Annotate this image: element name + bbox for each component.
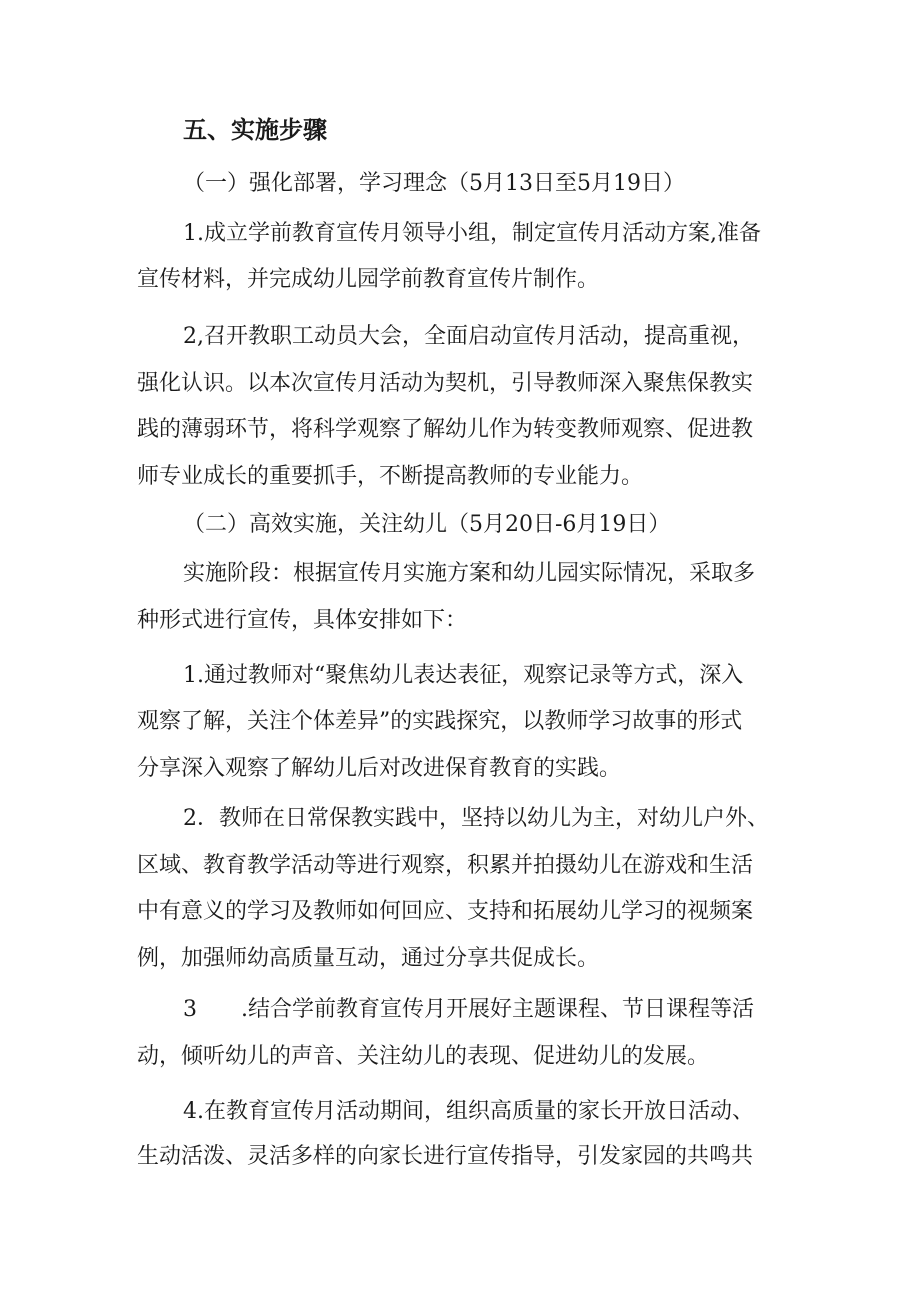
- paragraph-line: 宣传材料，并完成幼儿园学前教育宣传片制作。: [137, 267, 600, 292]
- paragraph-line: 例，加强师幼高质量互动，通过分享共促成长。: [137, 946, 600, 971]
- paragraph-line: 种形式进行宣传，具体安排如下：: [137, 608, 468, 633]
- paragraph-line: 中有意义的学习及教师如何回应、支持和拓展幼儿学习的视频案: [137, 899, 754, 924]
- paragraph-line: 分享深入观察了解幼儿后对改进保育教育的实践。: [137, 756, 622, 781]
- paragraph-line: 3 .结合学前教育宣传月开展好主题课程、节日课程等活: [183, 997, 754, 1022]
- paragraph-line: 生动活泼、灵活多样的向家长进行宣传指导，引发家园的共鸣共: [137, 1144, 754, 1169]
- paragraph-line: 师专业成长的重要抓手，不断提高教师的专业能力。: [137, 464, 644, 489]
- paragraph-line: 4.在教育宣传月活动期间，组织高质量的家长开放日活动、: [183, 1099, 754, 1124]
- paragraph-line: 动，倾听幼儿的声音、关注幼儿的表现、促进幼儿的发展。: [137, 1044, 710, 1069]
- paragraph-line: 1.成立学前教育宣传月领导小组，制定宣传月活动方案,准备: [183, 221, 761, 246]
- subsection-title-1: （一）强化部署，学习理念（5月13日至5月19日）: [183, 171, 685, 196]
- section-heading: 五、实施步骤: [183, 116, 327, 144]
- paragraph-line: 区域、教育教学活动等进行观察，积累并拍摄幼儿在游戏和生活: [137, 853, 754, 878]
- paragraph-line: 1.通过教师对“聚焦幼儿表达表征，观察记录等方式，深入: [183, 663, 744, 688]
- paragraph-line: 强化认识。以本次宣传月活动为契机，引导教师深入聚焦保教实: [137, 371, 754, 396]
- paragraph-line: 践的薄弱环节，将科学观察了解幼儿作为转变教师观察、促进教: [137, 417, 754, 442]
- paragraph-line: 观察了解，关注个体差异”的实践探究，以教师学习故事的形式: [137, 709, 743, 734]
- subsection-title-2: （二）高效实施，关注幼儿（5月20日-6月19日）: [183, 512, 671, 537]
- paragraph-line: 实施阶段：根据宣传月实施方案和幼儿园实际情况，采取多: [183, 561, 756, 586]
- paragraph-line: 2,召开教职工动员大会，全面启动宣传月活动，提高重视，: [183, 324, 754, 349]
- paragraph-line: 2．教师在日常保教实践中，坚持以幼儿为主，对幼儿户外、: [183, 806, 769, 831]
